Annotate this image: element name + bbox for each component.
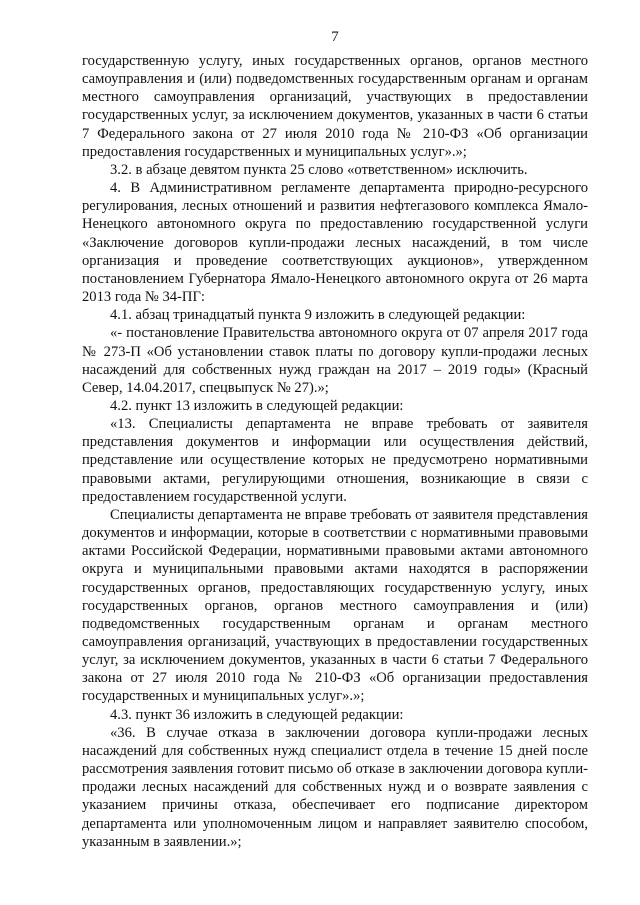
paragraph-4-3: 4.3. пункт 36 изложить в следующей редакции: [110, 706, 404, 723]
paragraph-13-second: Специалисты департамента не вправе требовать от заявителя представления документов и информации, которые в соответствии с нормативными правовыми актами Российской Федерации, нормативными правовыми актами автономного округа и муниципальными правовыми актами находятся в распоряжении государственных органов, предоставляющих государственную услугу, иных государственных органов, органов местного самоуправления и (или) подведомственных государственным органам и органам местного самоуправления организаций, участвующих в предоставлении государственных услуг, за исключением документов, указанных в части 6 статьи 7 Федерального закона от 27 июля 2010 года № 210-ФЗ «Об организации предоставления государственных и муниципальных услуг».»; [82, 506, 588, 705]
paragraph-36: «36. В случае отказа в заключении договора купли-продажи лесных насаждений для собственных нужд специалист отдела в течение 15 дней после рассмотрения заявления готовит письмо об отказе в заключении договора купли-продажи лесных насаждений для собственных нужд и о возврате заявления с указанием причины отказа, обеспечивает его подписание директором департамента или уполномоченным лицом и направляет заявителю способом, указанным в заявлении.»; [82, 724, 588, 850]
paragraph-4-1: 4.1. абзац тринадцатый пункта 9 изложить в следующей редакции: [110, 307, 526, 324]
paragraph-3-2: 3.2. в абзаце девятом пункта 25 слово «ответственном» исключить. [110, 161, 528, 178]
paragraph-13: «13. Специалисты департамента не вправе требовать от заявителя представления документов и информации или осуществления действий, представление или осуществление которых не предусмотрено нормативными правовыми актами, регулирующими отношения, возникающие в связи с предоставлением государственной услуги. [82, 416, 588, 505]
paragraph-4-2: 4.2. пункт 13 изложить в следующей редакции: [110, 397, 404, 414]
page-number: 7 [331, 29, 339, 45]
paragraph-continuation: государственную услугу, иных государственных органов, органов местного самоуправления и (или) подведомственных государственным органам и органам местного самоуправления организаций, участвующих в предоставлении государственных услуг, за исключением документов, указанных в части 6 статьи 7 Федерального закона от 27 июля 2010 года № 210-ФЗ «Об организации предоставления государственных и муниципальных услуг».»; [82, 53, 588, 160]
paragraph-4-1-text: «- постановление Правительства автономного округа от 07 апреля 2017 года № 273-П «Об установлении ставок платы по договору купли-продажи лесных насаждений для собственных нужд граждан на 2017 – 2019 годы» (Красный Север, 14.04.2017, спецвыпуск № 27).»; [82, 325, 588, 396]
paragraph-4: 4. В Административном регламенте департамента природно-ресурсного регулирования, лесных отношений и развития нефтегазового комплекса Ямало-Ненецкого автономного округа по предоставлению государственной услуги «Заключение договоров купли-продажи лесных насаждений, в том числе организация и проведение соответствующих аукционов», утвержденном постановлением Губернатора Ямало-Ненецкого автономного округа от 26 марта 2013 года № 34-ПГ: [82, 180, 588, 306]
